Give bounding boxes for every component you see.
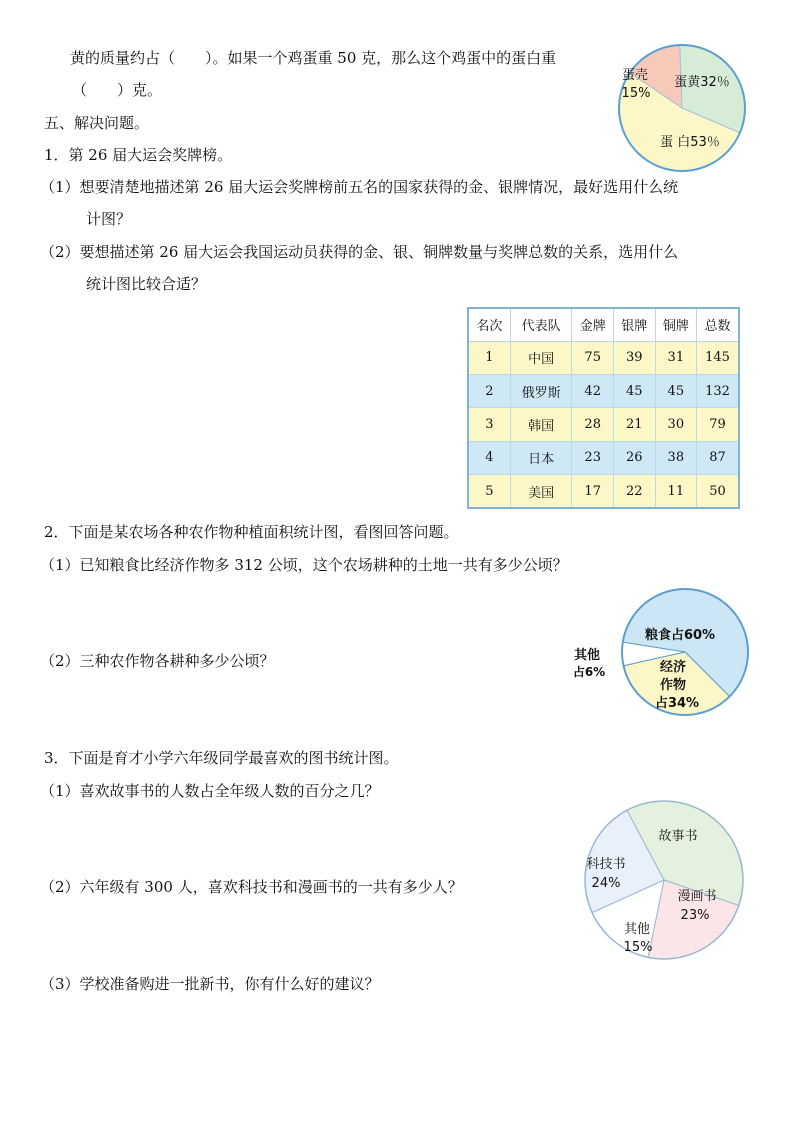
table-cell: 23 — [572, 441, 614, 474]
question-2: 2．下面是某农场各种农作物种植面积统计图，看图回答问题。 — [44, 523, 459, 541]
egg-pie-chart — [612, 42, 752, 176]
table-cell: 5 — [468, 475, 510, 508]
question-3-1: （1）喜欢故事书的人数占全年级人数的百分之几？ — [40, 782, 380, 800]
question-2-2: （2）三种农作物各耕种多少公顷？ — [40, 652, 275, 670]
table-row — [468, 441, 739, 474]
farm-econ-label: 作物 — [659, 678, 687, 693]
table-header-cell: 铜牌 — [655, 308, 697, 341]
table-cell: 132 — [697, 375, 739, 408]
question-text-line: 黄的质量约占（ ）。如果一个鸡蛋重 50 克，那么这个鸡蛋中的蛋白重 — [70, 49, 557, 67]
table-cell: 17 — [572, 475, 614, 508]
question-3-2: （2）六年级有 300 人，喜欢科技书和漫画书的一共有多少人？ — [40, 878, 463, 896]
section-heading: 五、解决问题。 — [44, 114, 150, 132]
egg-yolk-label: 蛋黄32％ — [674, 75, 730, 90]
egg-shell-pct: 15% — [621, 86, 651, 101]
table-cell: 28 — [572, 408, 614, 441]
table-header-row — [468, 308, 739, 341]
table-cell: 1 — [468, 341, 510, 374]
question-1-1: （1）想要清楚地描述第 26 届大运会奖牌榜前五名的国家获得的金、银牌情况，最好选用什么统 — [40, 178, 679, 196]
table-cell: 22 — [613, 475, 655, 508]
question-1-2-cont: 统计图比较合适？ — [86, 275, 207, 293]
book-story-label: 故事书 — [658, 829, 698, 844]
book-other-label: 其他 — [623, 922, 651, 937]
question-1: 1．第 26 届大运会奖牌榜。 — [44, 146, 233, 164]
table-header-cell: 金牌 — [572, 308, 614, 341]
egg-white-label: 蛋 白53％ — [660, 135, 720, 150]
table-cell: 4 — [468, 441, 510, 474]
table-cell: 79 — [697, 408, 739, 441]
table-cell: 26 — [613, 441, 655, 474]
medal-table — [467, 307, 740, 509]
book-pie-chart — [578, 797, 750, 963]
farm-econ-label: 经济 — [659, 660, 687, 675]
table-cell: 39 — [613, 341, 655, 374]
table-row — [468, 375, 739, 408]
table-cell: 42 — [572, 375, 614, 408]
farm-pie-chart — [560, 584, 760, 718]
table-cell: 145 — [697, 341, 739, 374]
table-cell: 31 — [655, 341, 697, 374]
book-comic-label: 漫画书 — [677, 889, 717, 904]
table-row — [468, 408, 739, 441]
question-3-3: （3）学校准备购进一批新书，你有什么好的建议？ — [40, 975, 380, 993]
book-sci-label: 科技书 — [586, 857, 626, 872]
book-comic-pct: 23% — [680, 908, 710, 923]
table-row — [468, 475, 739, 508]
book-sci-pct: 24% — [591, 876, 621, 891]
table-cell: 日本 — [510, 441, 572, 474]
table-row — [468, 341, 739, 374]
table-cell: 3 — [468, 408, 510, 441]
table-cell: 11 — [655, 475, 697, 508]
egg-shell-label: 蛋壳 — [621, 68, 649, 83]
book-other-pct: 15% — [623, 940, 653, 955]
question-2-1: （1）已知粮食比经济作物多 312 公顷，这个农场耕种的土地一共有多少公顷？ — [40, 556, 568, 574]
table-header-cell: 名次 — [468, 308, 510, 341]
table-header-cell: 代表队 — [510, 308, 572, 341]
question-3: 3．下面是育才小学六年级同学最喜欢的图书统计图。 — [44, 749, 399, 767]
table-cell: 75 — [572, 341, 614, 374]
table-cell: 美国 — [510, 475, 572, 508]
table-cell: 中国 — [510, 341, 572, 374]
table-cell: 38 — [655, 441, 697, 474]
table-cell: 俄罗斯 — [510, 375, 572, 408]
table-cell: 韩国 — [510, 408, 572, 441]
question-1-2: （2）要想描述第 26 届大运会我国运动员获得的金、银、铜牌数量与奖牌总数的关系，选用什么 — [40, 243, 679, 261]
farm-other-pct: 占6% — [572, 665, 606, 679]
question-text-line: （ ）克。 — [72, 81, 163, 99]
question-1-1-cont: 计图？ — [86, 210, 132, 228]
farm-econ-pct: 占34% — [654, 696, 700, 711]
table-cell: 45 — [655, 375, 697, 408]
table-header-cell: 总数 — [697, 308, 739, 341]
table-cell: 50 — [697, 475, 739, 508]
table-cell: 21 — [613, 408, 655, 441]
table-header-cell: 银牌 — [613, 308, 655, 341]
farm-grain-label: 粮食占60% — [644, 628, 716, 643]
table-cell: 45 — [613, 375, 655, 408]
table-cell: 2 — [468, 375, 510, 408]
farm-other-label: 其他 — [573, 648, 601, 663]
table-cell: 30 — [655, 408, 697, 441]
table-cell: 87 — [697, 441, 739, 474]
